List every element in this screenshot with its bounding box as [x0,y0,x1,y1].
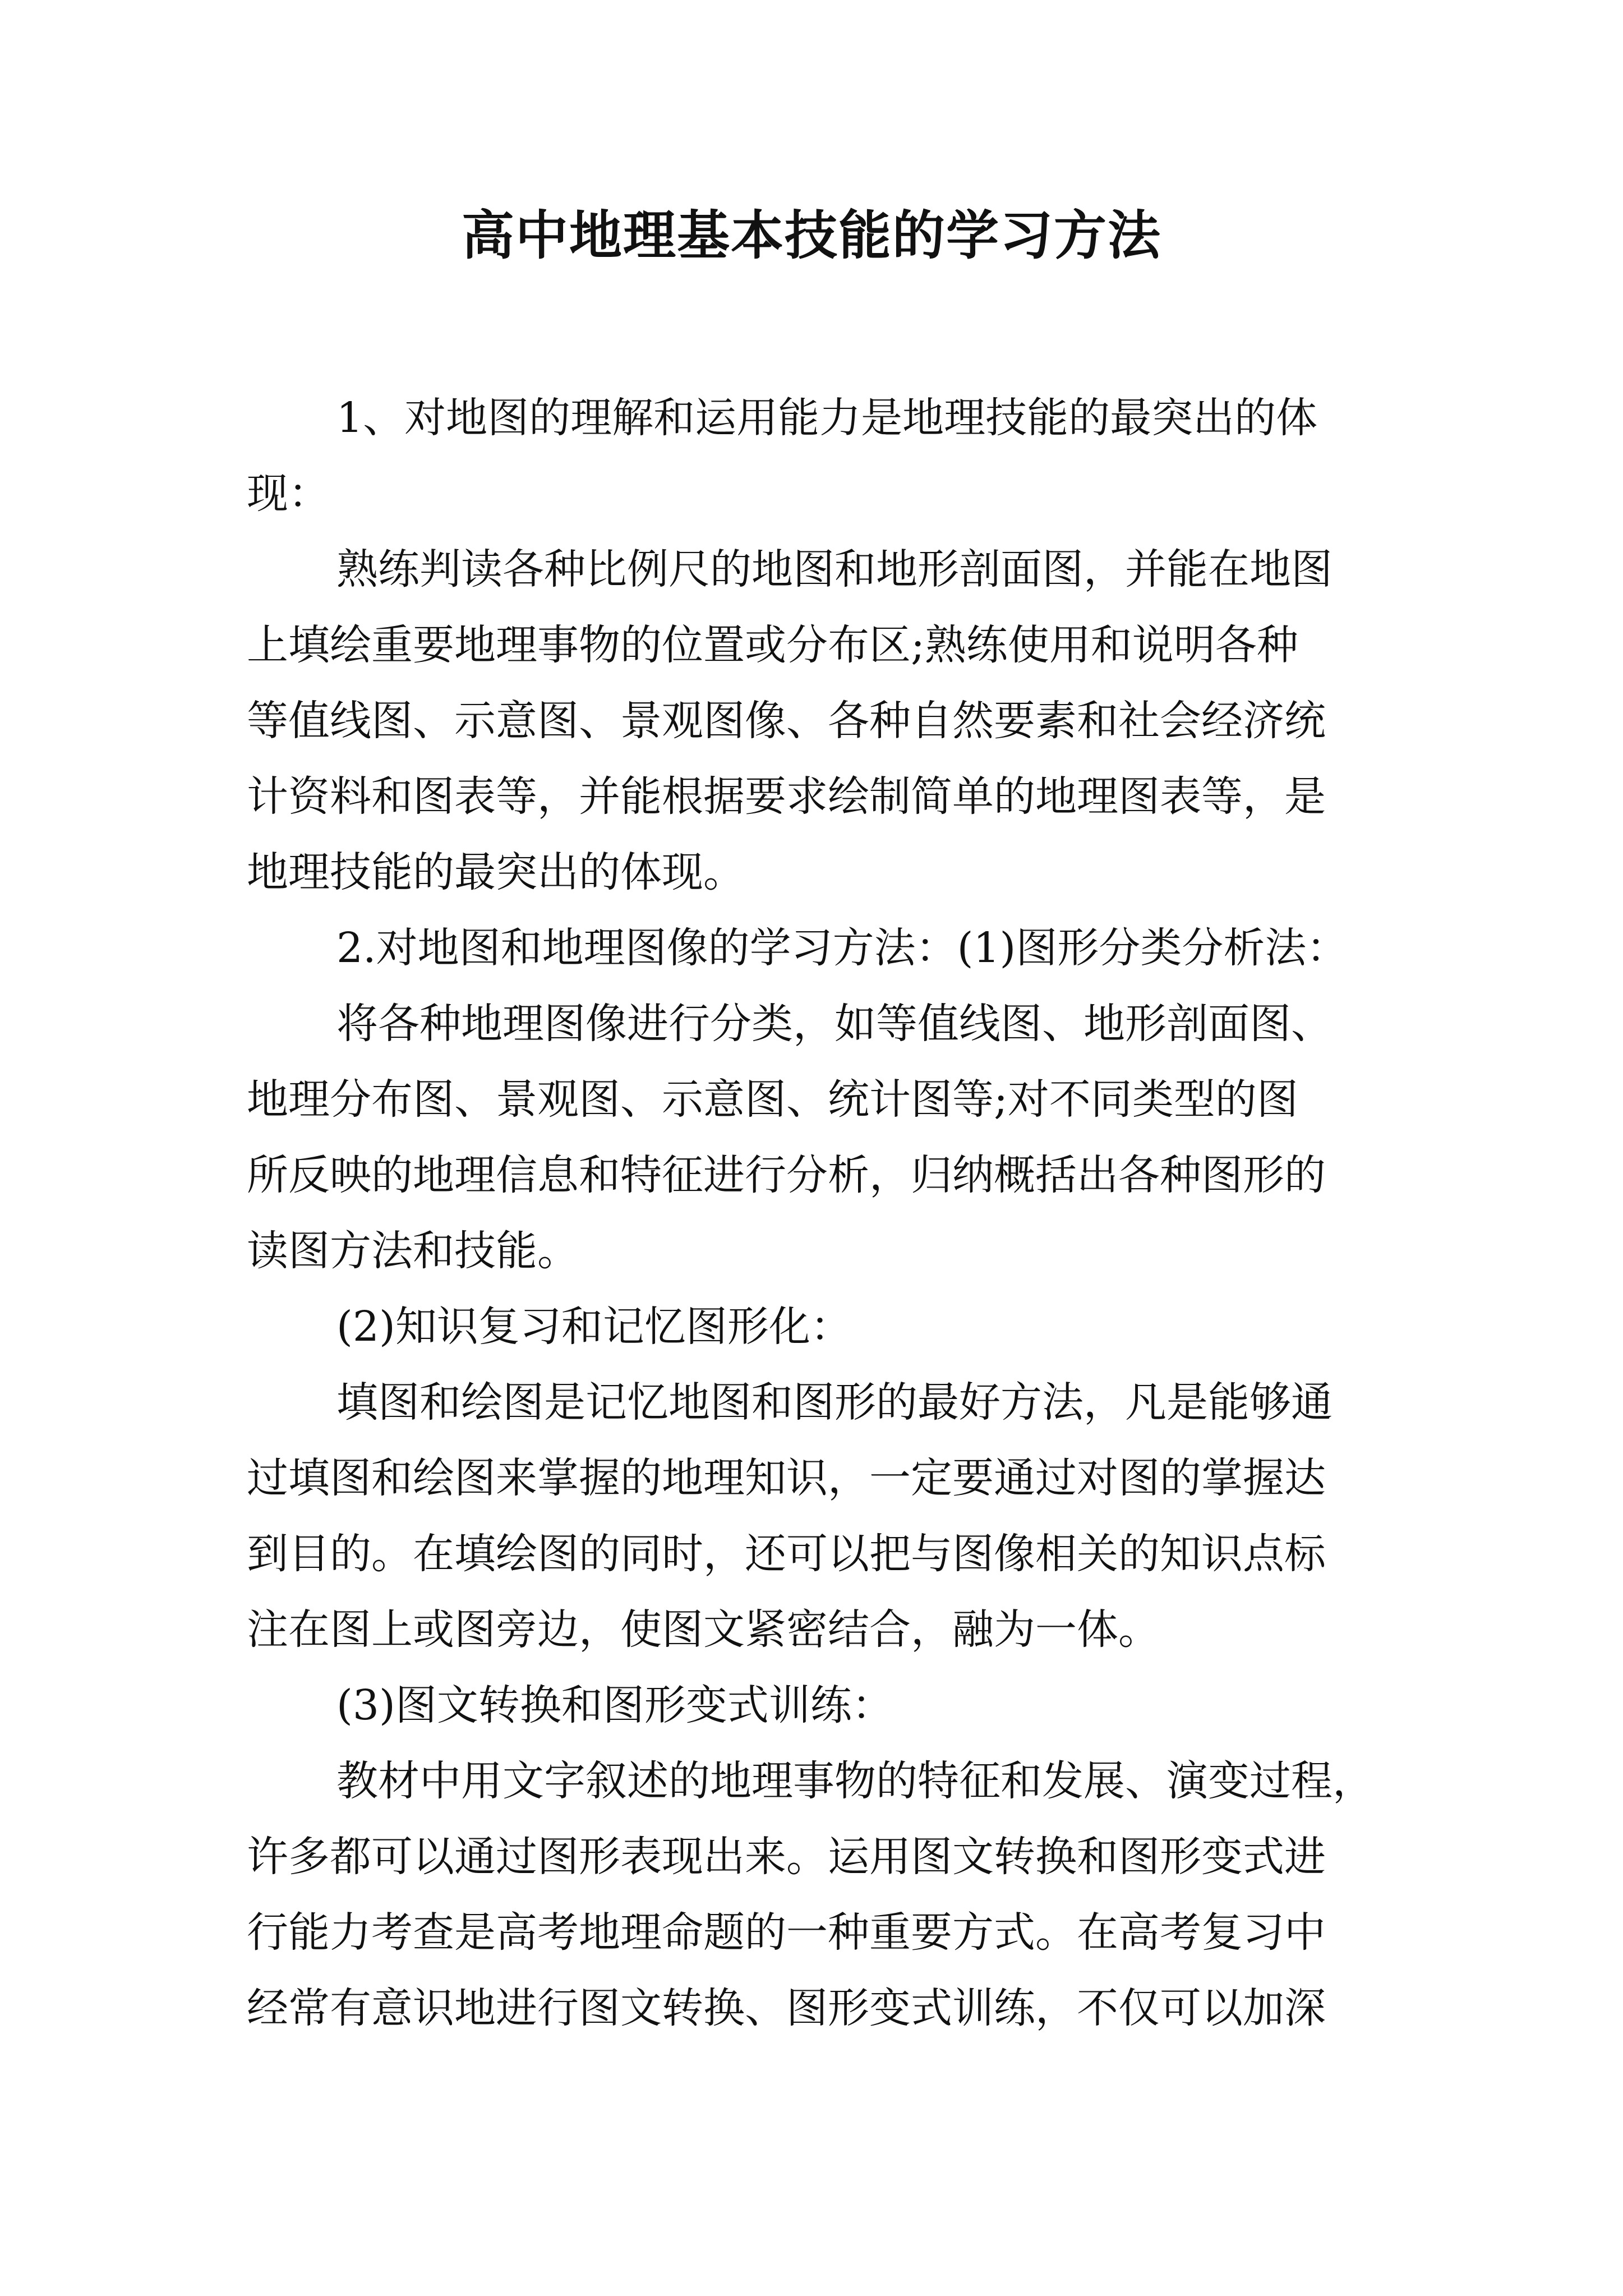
document-page: 高中地理基本技能的学习方法 1、对地图的理解和运用能力是地理技能的最突出的体 现： 熟练判读各种比例尺的地图和地形剖面图，并能在地图 上填绘重要地理事物的位置或分布区;熟练使用和说明各种 等值线图、示意图、景观图像、各种自然要素和社会经济统 计资料和图表等，并能根据要求绘制简单的地理图表等，是 地理技能的最突出的体现。 2.对地图和地理图像的学习方法：(1)图形分类分析法： 将各种地理图像进行分类，如等值线图、地形剖面图、 地理分布图、景观图、示意图、统计图等;对不同类型的图 所反映的地理信息和特征进行分析，归纳概括出各种图形的 读图方法和技能。 (2)知识复习和记忆图形化： 填图和绘图是记忆地图和图形的最好方法，凡是能够通 过填图和绘图来掌握的地理知识，一定要通过对图的掌握达 到目的。在填绘图的同时，还可以把与图像相关的知识点标 注在图上或图旁边，使图文紧密结合，融为一体。 (3)图文转换和图形变式训练： 教材中用文字叙述的地理事物的特征和发展、演变过程， 许多都可以通过图形表现出来。运用图文转换和图形变式进 行能力考查是高考地理命题的一种重要方式。在高考复习中 经常有意识地进行图文转换、图形变式训练，不仅可以加深 [0,0,1623,2296]
document-title: 高中地理基本技能的学习方法 [461,205,1161,266]
